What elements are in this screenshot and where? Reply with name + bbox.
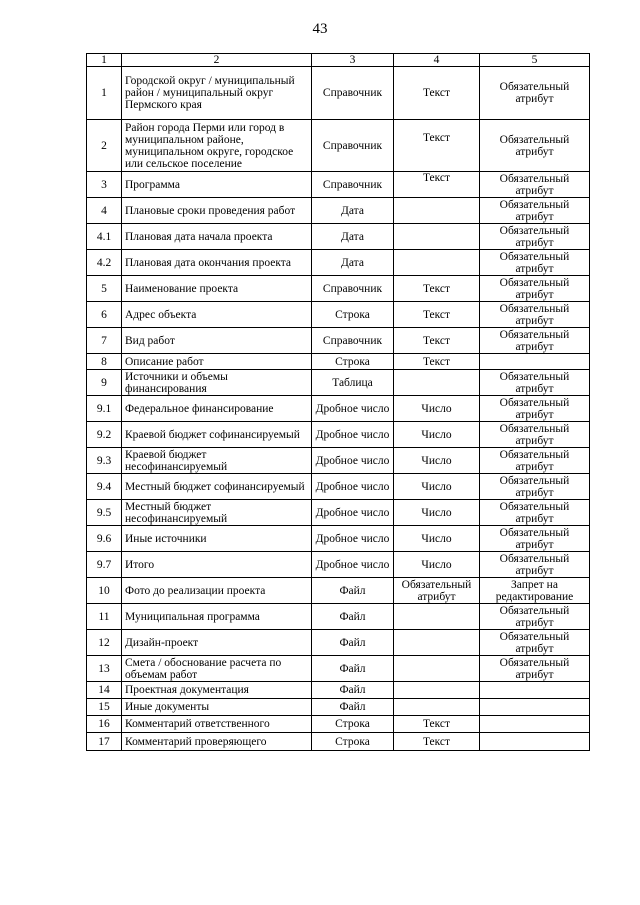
row-format: Текст: [394, 67, 480, 120]
row-attribute: [480, 682, 590, 699]
row-format: Текст: [394, 733, 480, 751]
row-name: Программа: [122, 172, 312, 198]
row-number: 9.3: [87, 448, 122, 474]
table-row: [87, 526, 590, 552]
row-number: 7: [87, 328, 122, 354]
row-type: Дата: [312, 198, 394, 224]
row-name: Вид работ: [122, 328, 312, 354]
table-row: [87, 396, 590, 422]
row-format: [394, 370, 480, 396]
row-number: 4.1: [87, 224, 122, 250]
row-type: Файл: [312, 604, 394, 630]
row-attribute: [480, 733, 590, 751]
table-row: [87, 370, 590, 396]
table-row: [87, 630, 590, 656]
row-number: 10: [87, 578, 122, 604]
row-format: Число: [394, 396, 480, 422]
row-type: Дата: [312, 250, 394, 276]
row-name: Краевой бюджет софинансируемый: [122, 422, 312, 448]
row-attribute: Обязательный атрибут: [480, 422, 590, 448]
row-attribute: Обязательный атрибут: [480, 474, 590, 500]
row-number: 15: [87, 699, 122, 716]
row-name: Смета / обоснование расчета по объемам работ: [122, 656, 312, 682]
table-row: [87, 733, 590, 751]
row-attribute: Обязательный атрибут: [480, 120, 590, 172]
row-type: Дробное число: [312, 500, 394, 526]
table-row: [87, 578, 590, 604]
table-row: [87, 224, 590, 250]
row-type: Дробное число: [312, 448, 394, 474]
row-attribute: Обязательный атрибут: [480, 198, 590, 224]
row-number: 11: [87, 604, 122, 630]
row-number: 4: [87, 198, 122, 224]
row-attribute: Обязательный атрибут: [480, 67, 590, 120]
row-attribute: Обязательный атрибут: [480, 552, 590, 578]
row-name: Район города Перми или город в муниципальном районе, муниципальном округе, городское или сельское поселение: [122, 120, 312, 172]
row-name: Наименование проекта: [122, 276, 312, 302]
table-row: [87, 448, 590, 474]
header-cell: 4: [394, 54, 480, 67]
header-cell: 3: [312, 54, 394, 67]
row-number: 9.7: [87, 552, 122, 578]
row-format: Число: [394, 448, 480, 474]
row-name: Иные документы: [122, 699, 312, 716]
row-format: Число: [394, 474, 480, 500]
row-number: 9: [87, 370, 122, 396]
table-row: [87, 172, 590, 198]
row-format: [394, 198, 480, 224]
table-row: [87, 500, 590, 526]
table-row: [87, 716, 590, 733]
row-number: 2: [87, 120, 122, 172]
row-number: 9.5: [87, 500, 122, 526]
row-type: Файл: [312, 656, 394, 682]
row-number: 17: [87, 733, 122, 751]
row-format: Число: [394, 552, 480, 578]
row-number: 9.1: [87, 396, 122, 422]
row-number: 6: [87, 302, 122, 328]
page-number: 43: [312, 21, 328, 37]
table-row: [87, 354, 590, 370]
row-attribute: [480, 354, 590, 370]
row-format: Число: [394, 422, 480, 448]
row-type: Справочник: [312, 67, 394, 120]
row-number: 9.2: [87, 422, 122, 448]
row-type: Справочник: [312, 120, 394, 172]
row-type: Файл: [312, 630, 394, 656]
row-name: Проектная документация: [122, 682, 312, 699]
row-attribute: Обязательный атрибут: [480, 604, 590, 630]
row-format: [394, 682, 480, 699]
row-format: [394, 604, 480, 630]
row-attribute: Обязательный атрибут: [480, 526, 590, 552]
row-type: Дробное число: [312, 552, 394, 578]
row-format: [394, 224, 480, 250]
row-attribute: Обязательный атрибут: [480, 276, 590, 302]
row-format: Текст: [394, 172, 480, 198]
row-name: Городской округ / муниципальный район / муниципальный округ Пермского края: [122, 67, 312, 120]
row-number: 14: [87, 682, 122, 699]
row-name: Краевой бюджет несофинансируемый: [122, 448, 312, 474]
row-number: 4.2: [87, 250, 122, 276]
row-attribute: [480, 716, 590, 733]
table-row: [87, 67, 590, 120]
row-attribute: Обязательный атрибут: [480, 370, 590, 396]
table-row: [87, 682, 590, 699]
row-name: Плановая дата начала проекта: [122, 224, 312, 250]
table-row: [87, 422, 590, 448]
row-attribute: Обязательный атрибут: [480, 448, 590, 474]
row-format: Текст: [394, 328, 480, 354]
row-name: Муниципальная программа: [122, 604, 312, 630]
row-name: Федеральное финансирование: [122, 396, 312, 422]
row-name: Итого: [122, 552, 312, 578]
row-number: 1: [87, 67, 122, 120]
row-name: Дизайн-проект: [122, 630, 312, 656]
table-row: [87, 552, 590, 578]
row-format: Число: [394, 500, 480, 526]
row-type: Файл: [312, 578, 394, 604]
row-type: Файл: [312, 699, 394, 716]
row-format: [394, 630, 480, 656]
row-attribute: Обязательный атрибут: [480, 250, 590, 276]
row-type: Дата: [312, 224, 394, 250]
table-header-row: [87, 54, 590, 67]
row-name: Местный бюджет несофинансируемый: [122, 500, 312, 526]
table-row: [87, 120, 590, 172]
row-attribute: Обязательный атрибут: [480, 396, 590, 422]
row-format: Текст: [394, 276, 480, 302]
row-attribute: Обязательный атрибут: [480, 630, 590, 656]
row-type: Справочник: [312, 276, 394, 302]
row-format: Обязательный атрибут: [394, 578, 480, 604]
attributes-table: [86, 53, 590, 751]
header-cell: 1: [87, 54, 122, 67]
row-type: Дробное число: [312, 526, 394, 552]
row-format: [394, 656, 480, 682]
row-name: Местный бюджет софинансируемый: [122, 474, 312, 500]
row-type: Таблица: [312, 370, 394, 396]
row-name: Источники и объемы финансирования: [122, 370, 312, 396]
row-format: Текст: [394, 120, 480, 172]
table-row: [87, 328, 590, 354]
row-name: Фото до реализации проекта: [122, 578, 312, 604]
row-number: 9.4: [87, 474, 122, 500]
table-row: [87, 302, 590, 328]
row-attribute: Запрет на редактирование: [480, 578, 590, 604]
row-type: Строка: [312, 716, 394, 733]
table-row: [87, 604, 590, 630]
row-format: [394, 250, 480, 276]
table-row: [87, 656, 590, 682]
row-number: 13: [87, 656, 122, 682]
row-attribute: Обязательный атрибут: [480, 172, 590, 198]
row-number: 16: [87, 716, 122, 733]
row-type: Справочник: [312, 328, 394, 354]
row-name: Плановые сроки проведения работ: [122, 198, 312, 224]
table-row: [87, 198, 590, 224]
row-type: Дробное число: [312, 474, 394, 500]
row-format: [394, 699, 480, 716]
row-type: Справочник: [312, 172, 394, 198]
row-name: Комментарий ответственного: [122, 716, 312, 733]
row-number: 3: [87, 172, 122, 198]
row-name: Комментарий проверяющего: [122, 733, 312, 751]
header-cell: 5: [480, 54, 590, 67]
row-name: Адрес объекта: [122, 302, 312, 328]
row-format: Число: [394, 526, 480, 552]
row-attribute: Обязательный атрибут: [480, 328, 590, 354]
row-attribute: Обязательный атрибут: [480, 500, 590, 526]
row-number: 5: [87, 276, 122, 302]
row-attribute: Обязательный атрибут: [480, 224, 590, 250]
row-type: Файл: [312, 682, 394, 699]
row-format: Текст: [394, 302, 480, 328]
table-row: [87, 276, 590, 302]
row-name: Иные источники: [122, 526, 312, 552]
header-cell: 2: [122, 54, 312, 67]
table-row: [87, 699, 590, 716]
row-attribute: [480, 699, 590, 716]
row-number: 8: [87, 354, 122, 370]
row-format: Текст: [394, 716, 480, 733]
row-type: Дробное число: [312, 396, 394, 422]
row-number: 12: [87, 630, 122, 656]
row-type: Строка: [312, 354, 394, 370]
row-name: Плановая дата окончания проекта: [122, 250, 312, 276]
row-type: Дробное число: [312, 422, 394, 448]
row-attribute: Обязательный атрибут: [480, 302, 590, 328]
row-name: Описание работ: [122, 354, 312, 370]
row-attribute: Обязательный атрибут: [480, 656, 590, 682]
row-format: Текст: [394, 354, 480, 370]
table-row: [87, 474, 590, 500]
row-number: 9.6: [87, 526, 122, 552]
row-type: Строка: [312, 733, 394, 751]
row-type: Строка: [312, 302, 394, 328]
table-row: [87, 250, 590, 276]
